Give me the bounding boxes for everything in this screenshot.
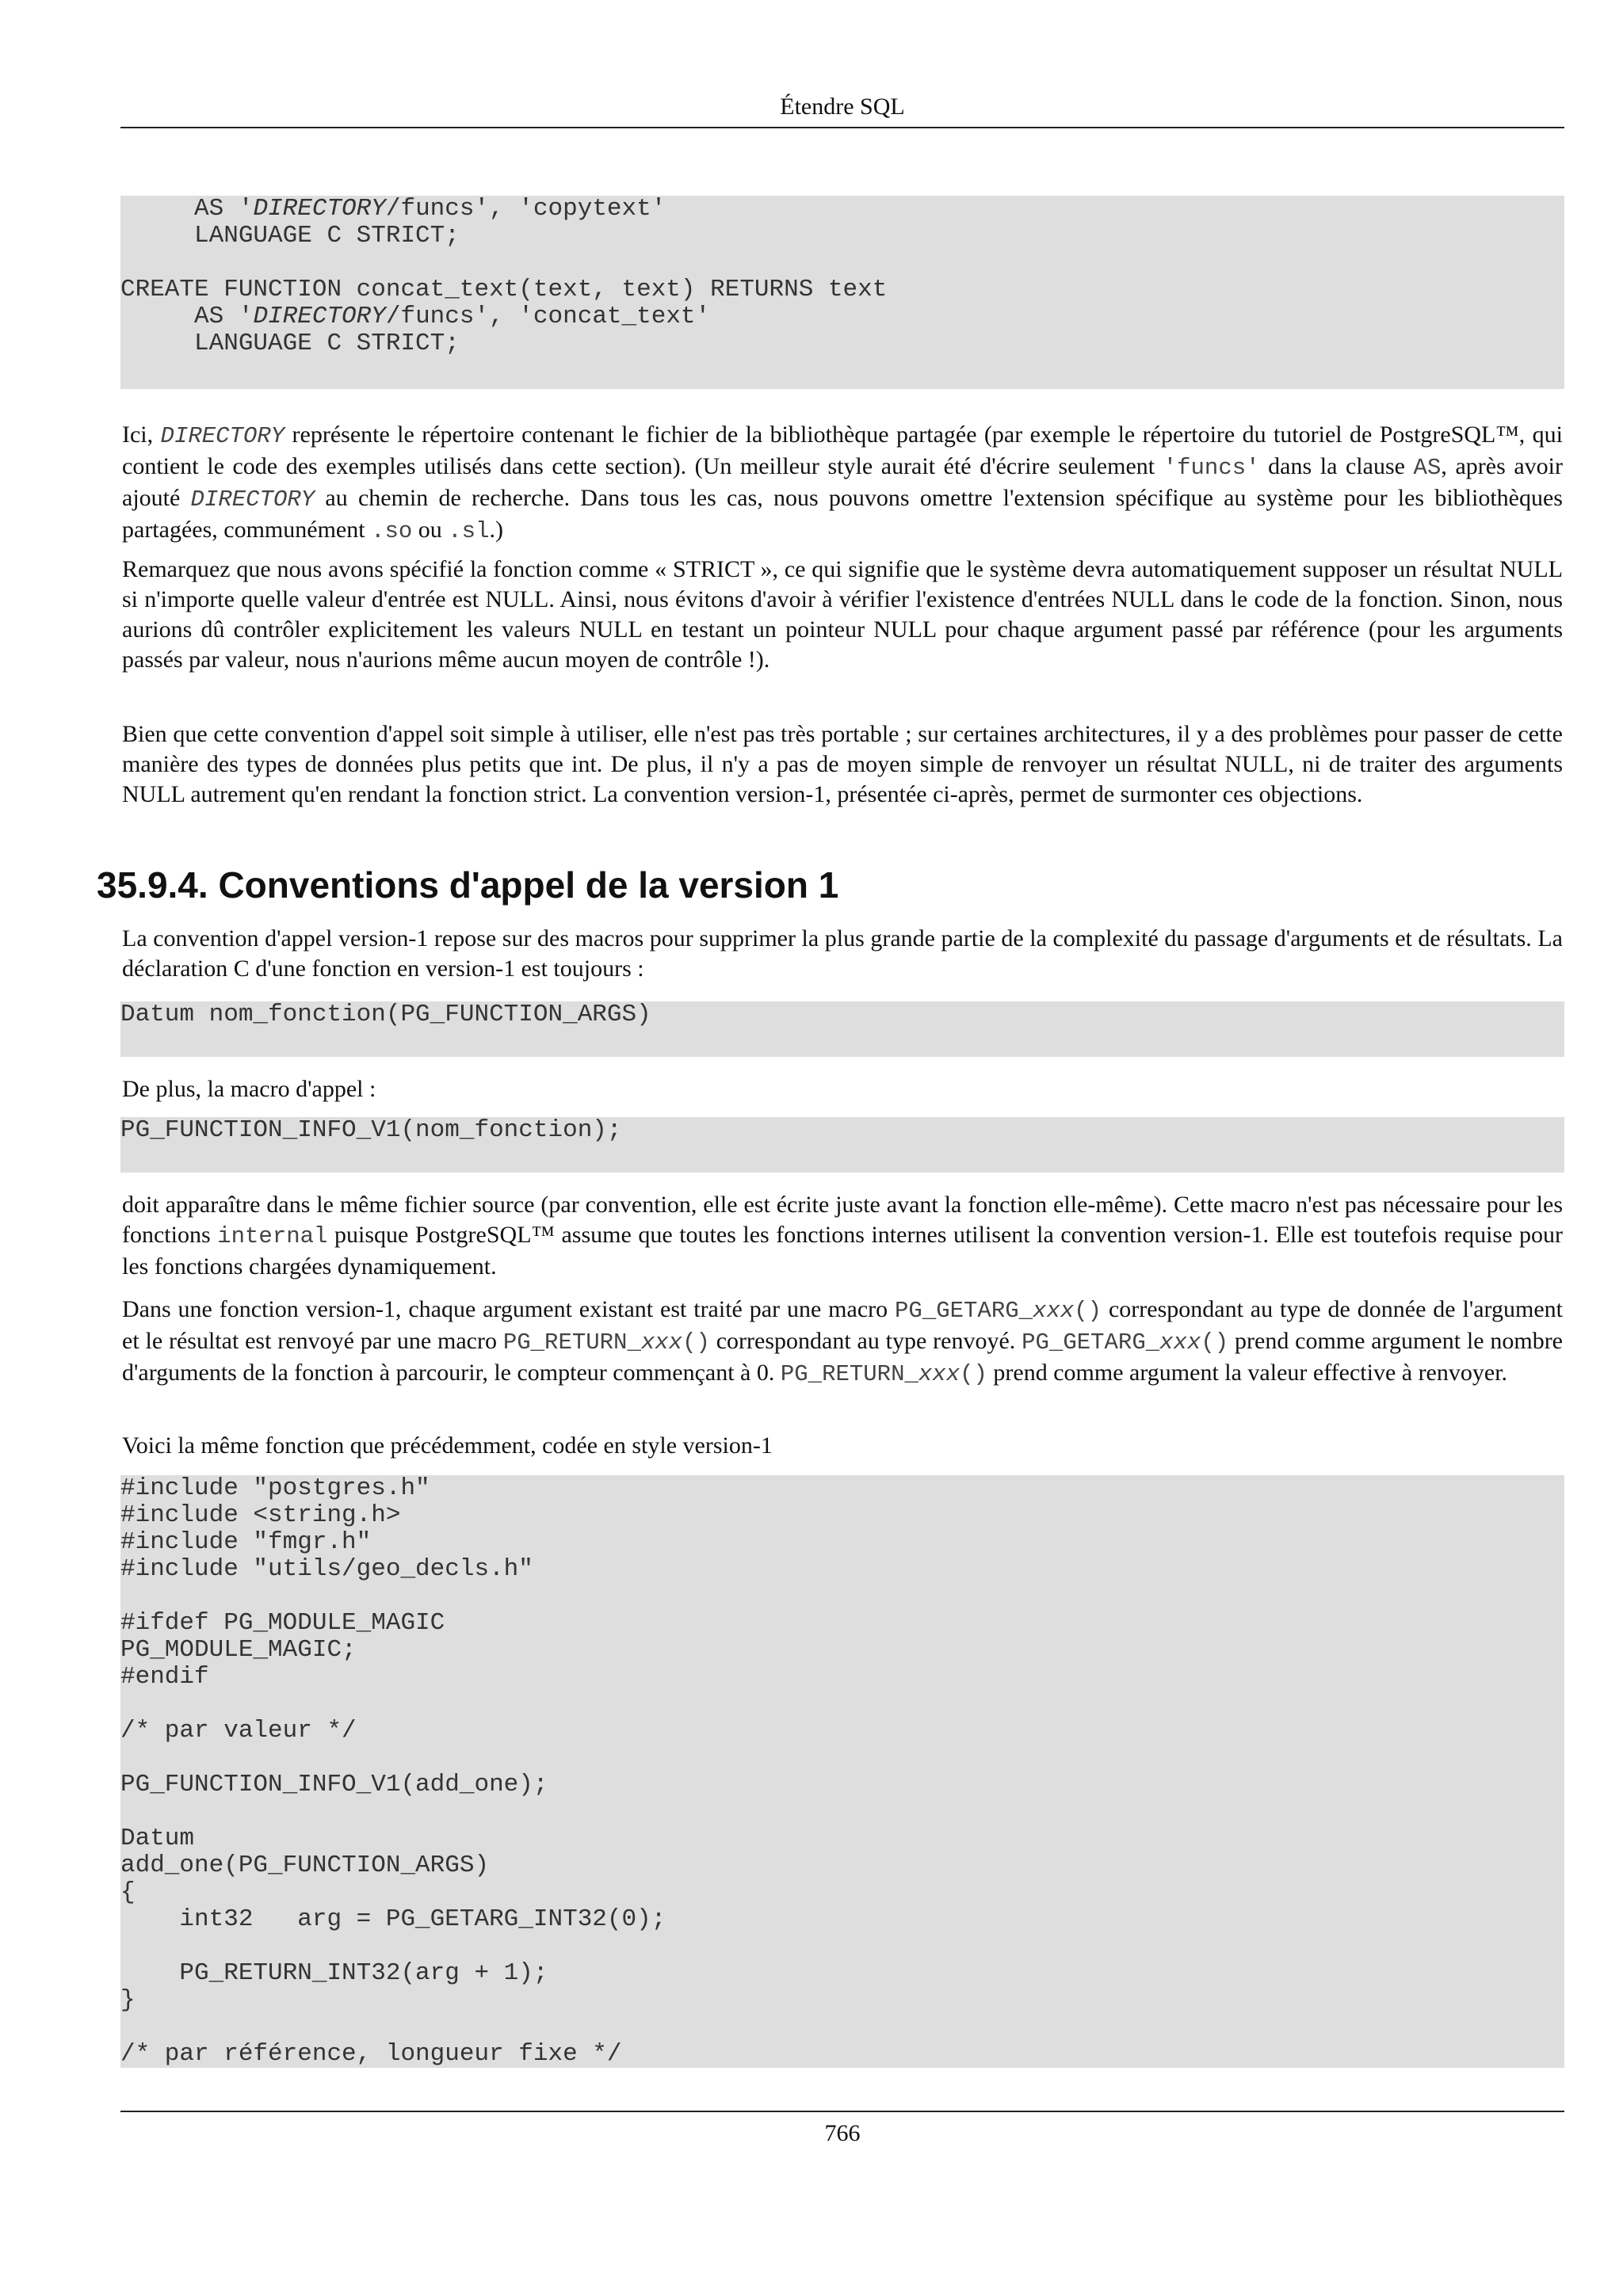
code-line: /* par référence, longueur fixe */	[120, 2040, 622, 2068]
code-line: Datum nom_fonction(PG_FUNCTION_ARGS)	[120, 1001, 651, 1028]
inline-code: PG_GETARG_xxx()	[1022, 1329, 1229, 1356]
inline-code: 'funcs'	[1163, 455, 1260, 481]
code-line: #include "utils/geo_decls.h"	[120, 1555, 533, 1583]
paragraph-directory: Ici, DIRECTORY représente le répertoire contenant le fichier de la bibliothèque partagée (par exemple le répertoire du tutoriel de PostgreSQL™, qui contient le code des exemples utilisés dans cette section). (Un meilleur style aurait été d'écrire seulement 'funcs' dans la clause AS, après avoir ajouté DIRECTORY au chemin de recherche. Dans tous les cas, nous pouvons omettre l'extension spécifique au système pour les bibliothèques partagées, communément .so ou .sl.)	[122, 421, 1563, 544]
inline-code: internal	[217, 1223, 328, 1249]
page-number: 766	[824, 2120, 861, 2146]
code-line: LANGUAGE C STRICT;	[120, 222, 460, 250]
code-line	[120, 1583, 1564, 1610]
inline-code: DIRECTORY	[160, 423, 285, 449]
code-line: PG_RETURN_INT32(arg + 1);	[120, 1959, 548, 1987]
header-rule	[120, 127, 1564, 128]
inline-code: PG_RETURN_xxx()	[780, 1361, 987, 1387]
code-line: #include <string.h>	[120, 1501, 401, 1529]
code-line: /* par valeur */	[120, 1717, 357, 1745]
code-line: #include "postgres.h"	[120, 1474, 430, 1502]
section-heading: 35.9.4. Conventions d'appel de la version 1	[97, 864, 839, 906]
code-line: #endif	[120, 1663, 209, 1691]
code-block-info-macro	[120, 1117, 1564, 1173]
code-line: Datum	[120, 1825, 195, 1852]
code-line: PG_FUNCTION_INFO_V1(nom_fonction);	[120, 1116, 622, 1144]
paragraph-getarg: Dans une fonction version-1, chaque argument existant est traité par une macro PG_GETARG_xxx() correspondant au type de donnée de l'argument et le résultat est renvoyé par une macro PG_RETURN_xxx() correspondant au type renvoyé. PG_GETARG_xxx() prend comme argument le nombre d'arguments de la fonction à parcourir, le compteur commençant à 0. PG_RETURN_xxx() prend comme argument la valeur effective à renvoyer.	[122, 1296, 1564, 1387]
code-line	[120, 1798, 1564, 1825]
code-line: AS 'DIRECTORY/funcs', 'concat_text'	[120, 303, 711, 330]
paragraph-version1-intro: La convention d'appel version-1 repose sur des macros pour supprimer la plus grande partie de la complexité du passage d'arguments et de résultats. La déclaration C d'une fonction en version-1 est toujours :	[122, 925, 1563, 982]
code-line: CREATE FUNCTION concat_text(text, text) RETURNS text	[120, 276, 888, 303]
paragraph-example-intro: Voici la même fonction que précédemment, codée en style version-1	[122, 1432, 773, 1459]
code-line	[120, 1933, 1564, 1960]
paragraph-portability: Bien que cette convention d'appel soit simple à utiliser, elle n'est pas très portable ; sur certaines architectures, il y a des problèmes pour passer de cette manière des types de données plus petits que int. De plus, il n'y a pas de moyen simple de renvoyer un résultat NULL, ni de traiter des arguments NULL autrement qu'en rendant la fonction strict. La convention version-1, présentée ci-après, permet de surmonter ces objections.	[122, 721, 1563, 807]
code-line: PG_MODULE_MAGIC;	[120, 1636, 357, 1664]
inline-code: PG_GETARG_xxx()	[895, 1298, 1102, 1324]
running-header: Étendre SQL	[780, 93, 905, 120]
code-block-declaration	[120, 1001, 1564, 1057]
code-line: #include "fmgr.h"	[120, 1528, 372, 1556]
paragraph-macro: De plus, la macro d'appel :	[122, 1076, 376, 1102]
code-line: PG_FUNCTION_INFO_V1(add_one);	[120, 1771, 548, 1798]
code-placeholder: DIRECTORY	[253, 195, 386, 223]
code-line	[120, 1691, 1564, 1718]
paragraph-strict: Remarquez que nous avons spécifié la fonction comme « STRICT », ce qui signifie que le système devra automatiquement supposer un résultat NULL si n'importe quelle valeur d'entrée est NULL. Ainsi, nous évitons d'avoir à vérifier l'existence d'entrées NULL dans le code de la fonction. Sinon, nous aurions dû contrôler explicitement les valeurs NULL en testant un pointeur NULL pour chaque argument passé par référence (pour les arguments passés par valeur, nous n'aurions même aucun moyen de contrôle !).	[122, 556, 1563, 673]
inline-code: AS	[1413, 455, 1442, 481]
inline-code: DIRECTORY	[190, 486, 315, 513]
code-line: LANGUAGE C STRICT;	[120, 330, 460, 357]
code-placeholder: DIRECTORY	[253, 303, 386, 330]
code-block-sql	[120, 196, 1564, 389]
inline-code: .sl	[448, 518, 490, 544]
code-line	[120, 250, 1564, 277]
code-line: add_one(PG_FUNCTION_ARGS)	[120, 1852, 490, 1879]
paragraph-source-file: doit apparaître dans le même fichier source (par convention, elle est écrite juste avant la fonction elle-même). Cette macro n'est pas nécessaire pour les fonctions internal puisque PostgreSQL™ assume que toutes les fonctions internes utilisent la convention version-1. Elle est toutefois requise pour les fonctions chargées dynamiquement.	[122, 1192, 1564, 1280]
code-line	[120, 1745, 1564, 1772]
inline-code: .so	[371, 518, 413, 544]
code-line	[120, 2014, 1564, 2041]
code-block-c-example	[120, 1475, 1564, 2068]
inline-code: PG_RETURN_xxx()	[502, 1329, 710, 1356]
code-line: int32 arg = PG_GETARG_INT32(0);	[120, 1905, 666, 1933]
code-line: }	[120, 1986, 136, 2014]
code-line: AS 'DIRECTORY/funcs', 'copytext'	[120, 195, 666, 223]
footer-rule	[120, 2111, 1564, 2112]
code-line: {	[120, 1878, 136, 1906]
code-line: #ifdef PG_MODULE_MAGIC	[120, 1609, 445, 1637]
